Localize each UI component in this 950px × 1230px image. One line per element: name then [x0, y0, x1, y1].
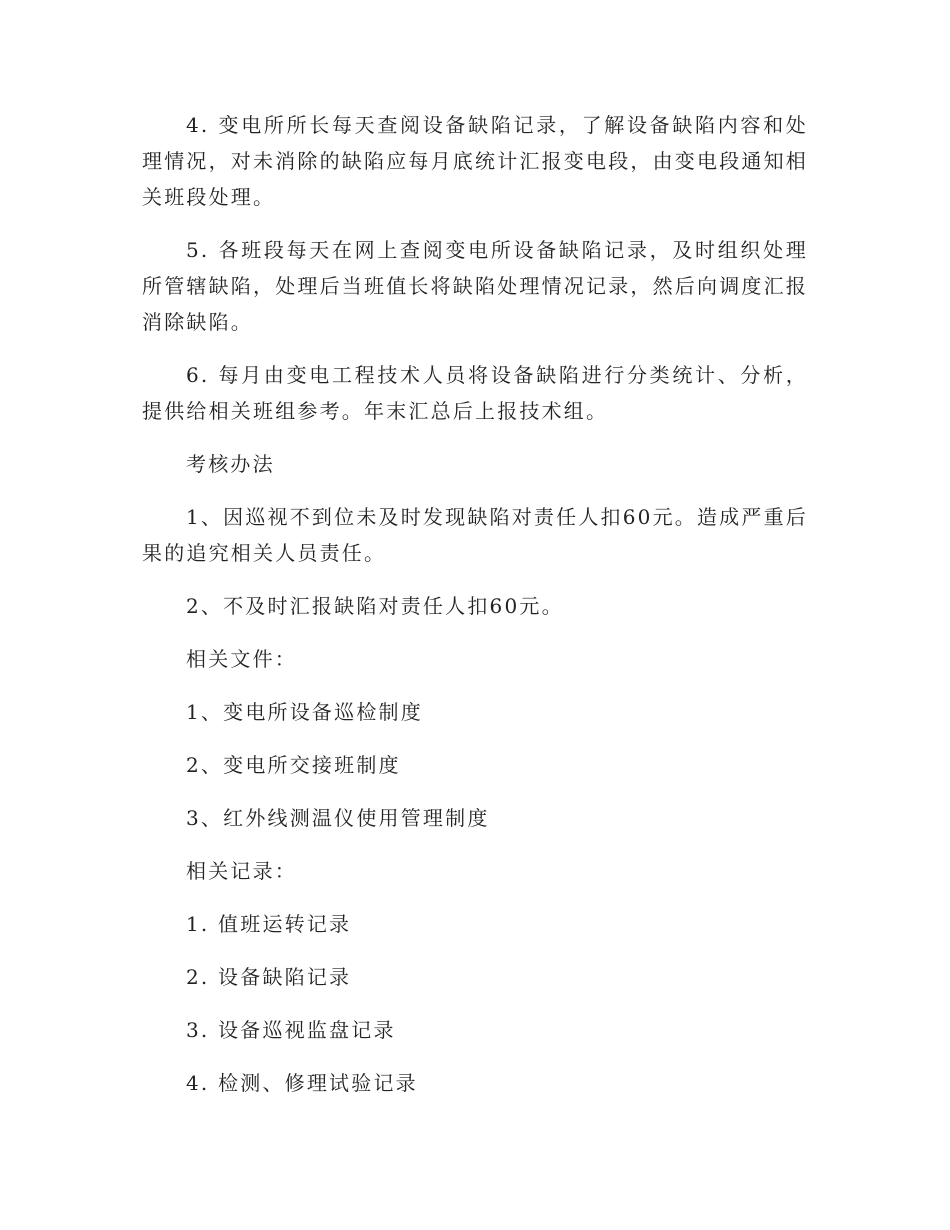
related-file-1: 1、变电所设备巡检制度 [186, 700, 423, 724]
paragraph-item-4-defect-review: 4. 变电所所长每天查阅设备缺陷记录，了解设备缺陷内容和处理情况，对未消除的缺陷应每月底统计汇报变电段，由变电段通知相关班段处理。 [142, 113, 808, 209]
related-file-2: 2、变电所交接班制度 [186, 753, 401, 777]
related-file-3: 3、红外线测温仪使用管理制度 [186, 806, 490, 830]
section-heading-related-files: 相关文件： [186, 647, 297, 671]
assessment-rule-2: 2、不及时汇报缺陷对责任人扣60元。 [186, 594, 564, 618]
paragraph-item-5-team-handling: 5. 各班段每天在网上查阅变电所设备缺陷记录，及时组织处理所管辖缺陷，处理后当班值长将缺陷处理情况记录，然后向调度汇报消除缺陷。 [142, 238, 808, 334]
assessment-rule-1: 1、因巡视不到位未及时发现缺陷对责任人扣60元。造成严重后果的追究相关人员责任。 [142, 505, 808, 565]
related-record-4: 4. 检测、修理试验记录 [186, 1071, 418, 1095]
document-page [142, 107, 808, 1118]
paragraph-item-6-monthly-statistics: 6. 每月由变电工程技术人员将设备缺陷进行分类统计、分析，提供给相关班组参考。年末汇总后上报技术组。 [142, 363, 808, 423]
section-heading-assessment: 考核办法 [186, 452, 275, 476]
related-record-1: 1. 值班运转记录 [186, 912, 352, 936]
related-record-3: 3. 设备巡视监盘记录 [186, 1018, 396, 1042]
section-heading-related-records: 相关记录： [186, 859, 297, 883]
related-record-2: 2. 设备缺陷记录 [186, 965, 352, 989]
